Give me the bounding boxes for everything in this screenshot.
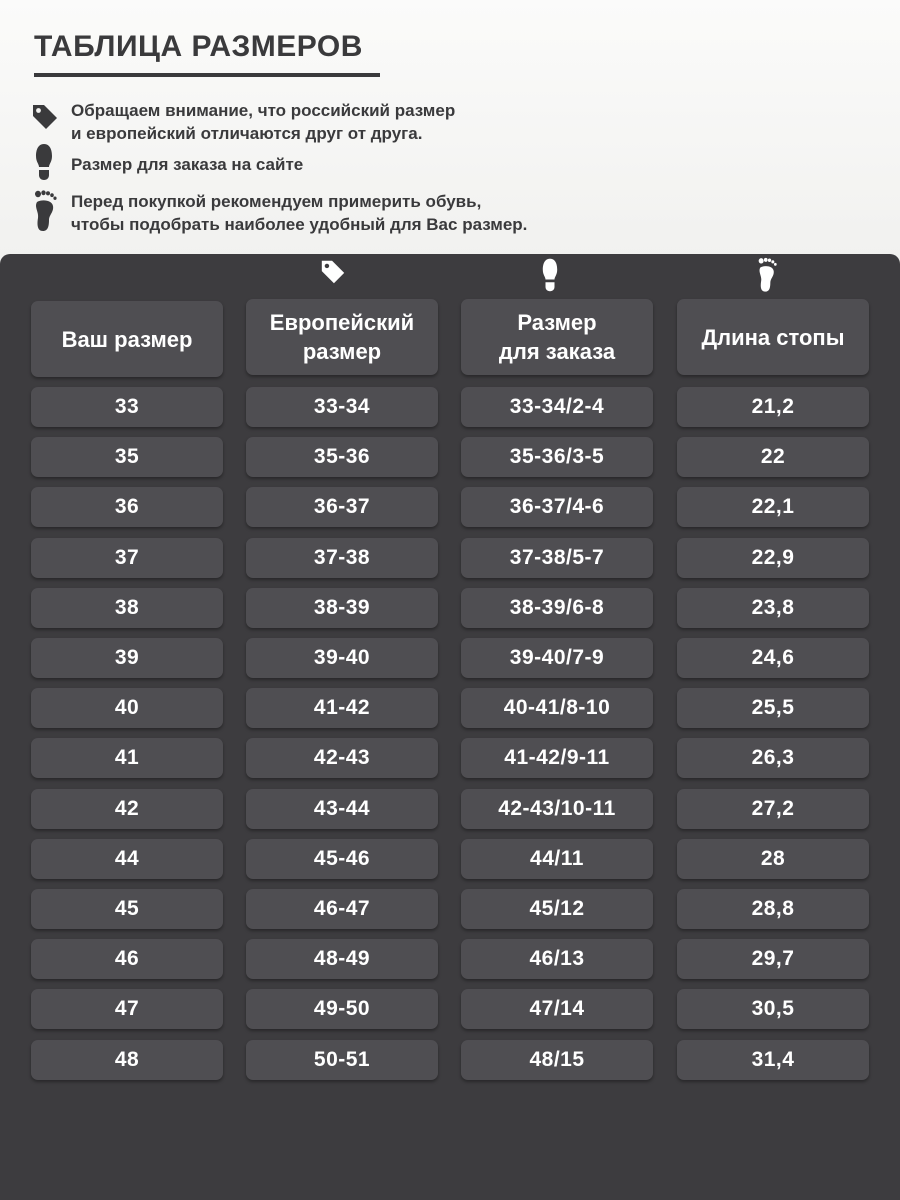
order-size-cell: 37-38/5-7 [461,538,653,578]
european-size-cell: 49-50 [246,989,438,1029]
your-size-cell: 40 [31,688,223,728]
order-size-cell: 47/14 [461,989,653,1029]
order-size-cell: 36-37/4-6 [461,487,653,527]
your-size-cell: 35 [31,437,223,477]
footprint-icon [541,257,559,298]
foot-length-cell: 25,5 [677,688,869,728]
european-size-cell: 35-36 [246,437,438,477]
your-size-cell: 33 [31,387,223,427]
foot-length-cell: 24,6 [677,638,869,678]
foot-length-cell: 27,2 [677,789,869,829]
column-header-european-size: Европейский размер [246,299,438,375]
order-size-cell: 40-41/8-10 [461,688,653,728]
note-text: Размер для заказа на сайте [71,155,304,174]
page-title: ТАБЛИЦА РАЗМЕРОВ [34,30,363,63]
tag-icon [30,102,60,137]
european-size-cell: 45-46 [246,839,438,879]
foot-length-cell: 30,5 [677,989,869,1029]
your-size-cell: 48 [31,1040,223,1080]
order-size-cell: 39-40/7-9 [461,638,653,678]
foot-length-cell: 28,8 [677,889,869,929]
tag-icon [319,258,347,291]
european-size-cell: 33-34 [246,387,438,427]
foot-length-cell: 22 [677,437,869,477]
your-size-cell: 37 [31,538,223,578]
your-size-cell: 42 [31,789,223,829]
footprint-icon [34,143,54,186]
your-size-cell: 44 [31,839,223,879]
your-size-cell: 39 [31,638,223,678]
european-size-cell: 37-38 [246,538,438,578]
european-size-cell: 36-37 [246,487,438,527]
your-size-cell: 45 [31,889,223,929]
order-size-cell: 48/15 [461,1040,653,1080]
column-header-order-size: Размер для заказа [461,299,653,375]
foot-length-cell: 29,7 [677,939,869,979]
order-size-cell: 38-39/6-8 [461,588,653,628]
european-size-cell: 50-51 [246,1040,438,1080]
order-size-cell: 42-43/10-11 [461,789,653,829]
order-size-cell: 41-42/9-11 [461,738,653,778]
note-text: Обращаем внимание, что российский размер и европейский отличаются друг от друга. [71,101,456,143]
foot-length-cell: 22,9 [677,538,869,578]
european-size-cell: 38-39 [246,588,438,628]
order-size-cell: 33-34/2-4 [461,387,653,427]
bare-foot-icon [757,257,777,298]
foot-length-cell: 23,8 [677,588,869,628]
column-header-foot-length: Длина стопы [677,299,869,375]
your-size-cell: 46 [31,939,223,979]
your-size-cell: 47 [31,989,223,1029]
european-size-cell: 41-42 [246,688,438,728]
foot-length-cell: 26,3 [677,738,869,778]
your-size-cell: 41 [31,738,223,778]
note-text: Перед покупкой рекомендуем примерить обувь, чтобы подобрать наиболее удобный для Вас размер. [71,192,528,234]
bare-foot-icon [33,190,57,237]
order-size-cell: 46/13 [461,939,653,979]
order-size-cell: 35-36/3-5 [461,437,653,477]
header-area [0,0,900,260]
foot-length-cell: 21,2 [677,387,869,427]
european-size-cell: 46-47 [246,889,438,929]
foot-length-cell: 28 [677,839,869,879]
european-size-cell: 42-43 [246,738,438,778]
your-size-cell: 36 [31,487,223,527]
european-size-cell: 48-49 [246,939,438,979]
foot-length-cell: 22,1 [677,487,869,527]
your-size-cell: 38 [31,588,223,628]
order-size-cell: 44/11 [461,839,653,879]
foot-length-cell: 31,4 [677,1040,869,1080]
european-size-cell: 43-44 [246,789,438,829]
order-size-cell: 45/12 [461,889,653,929]
european-size-cell: 39-40 [246,638,438,678]
column-header-your-size: Ваш размер [31,301,223,377]
title-underline [34,73,380,77]
